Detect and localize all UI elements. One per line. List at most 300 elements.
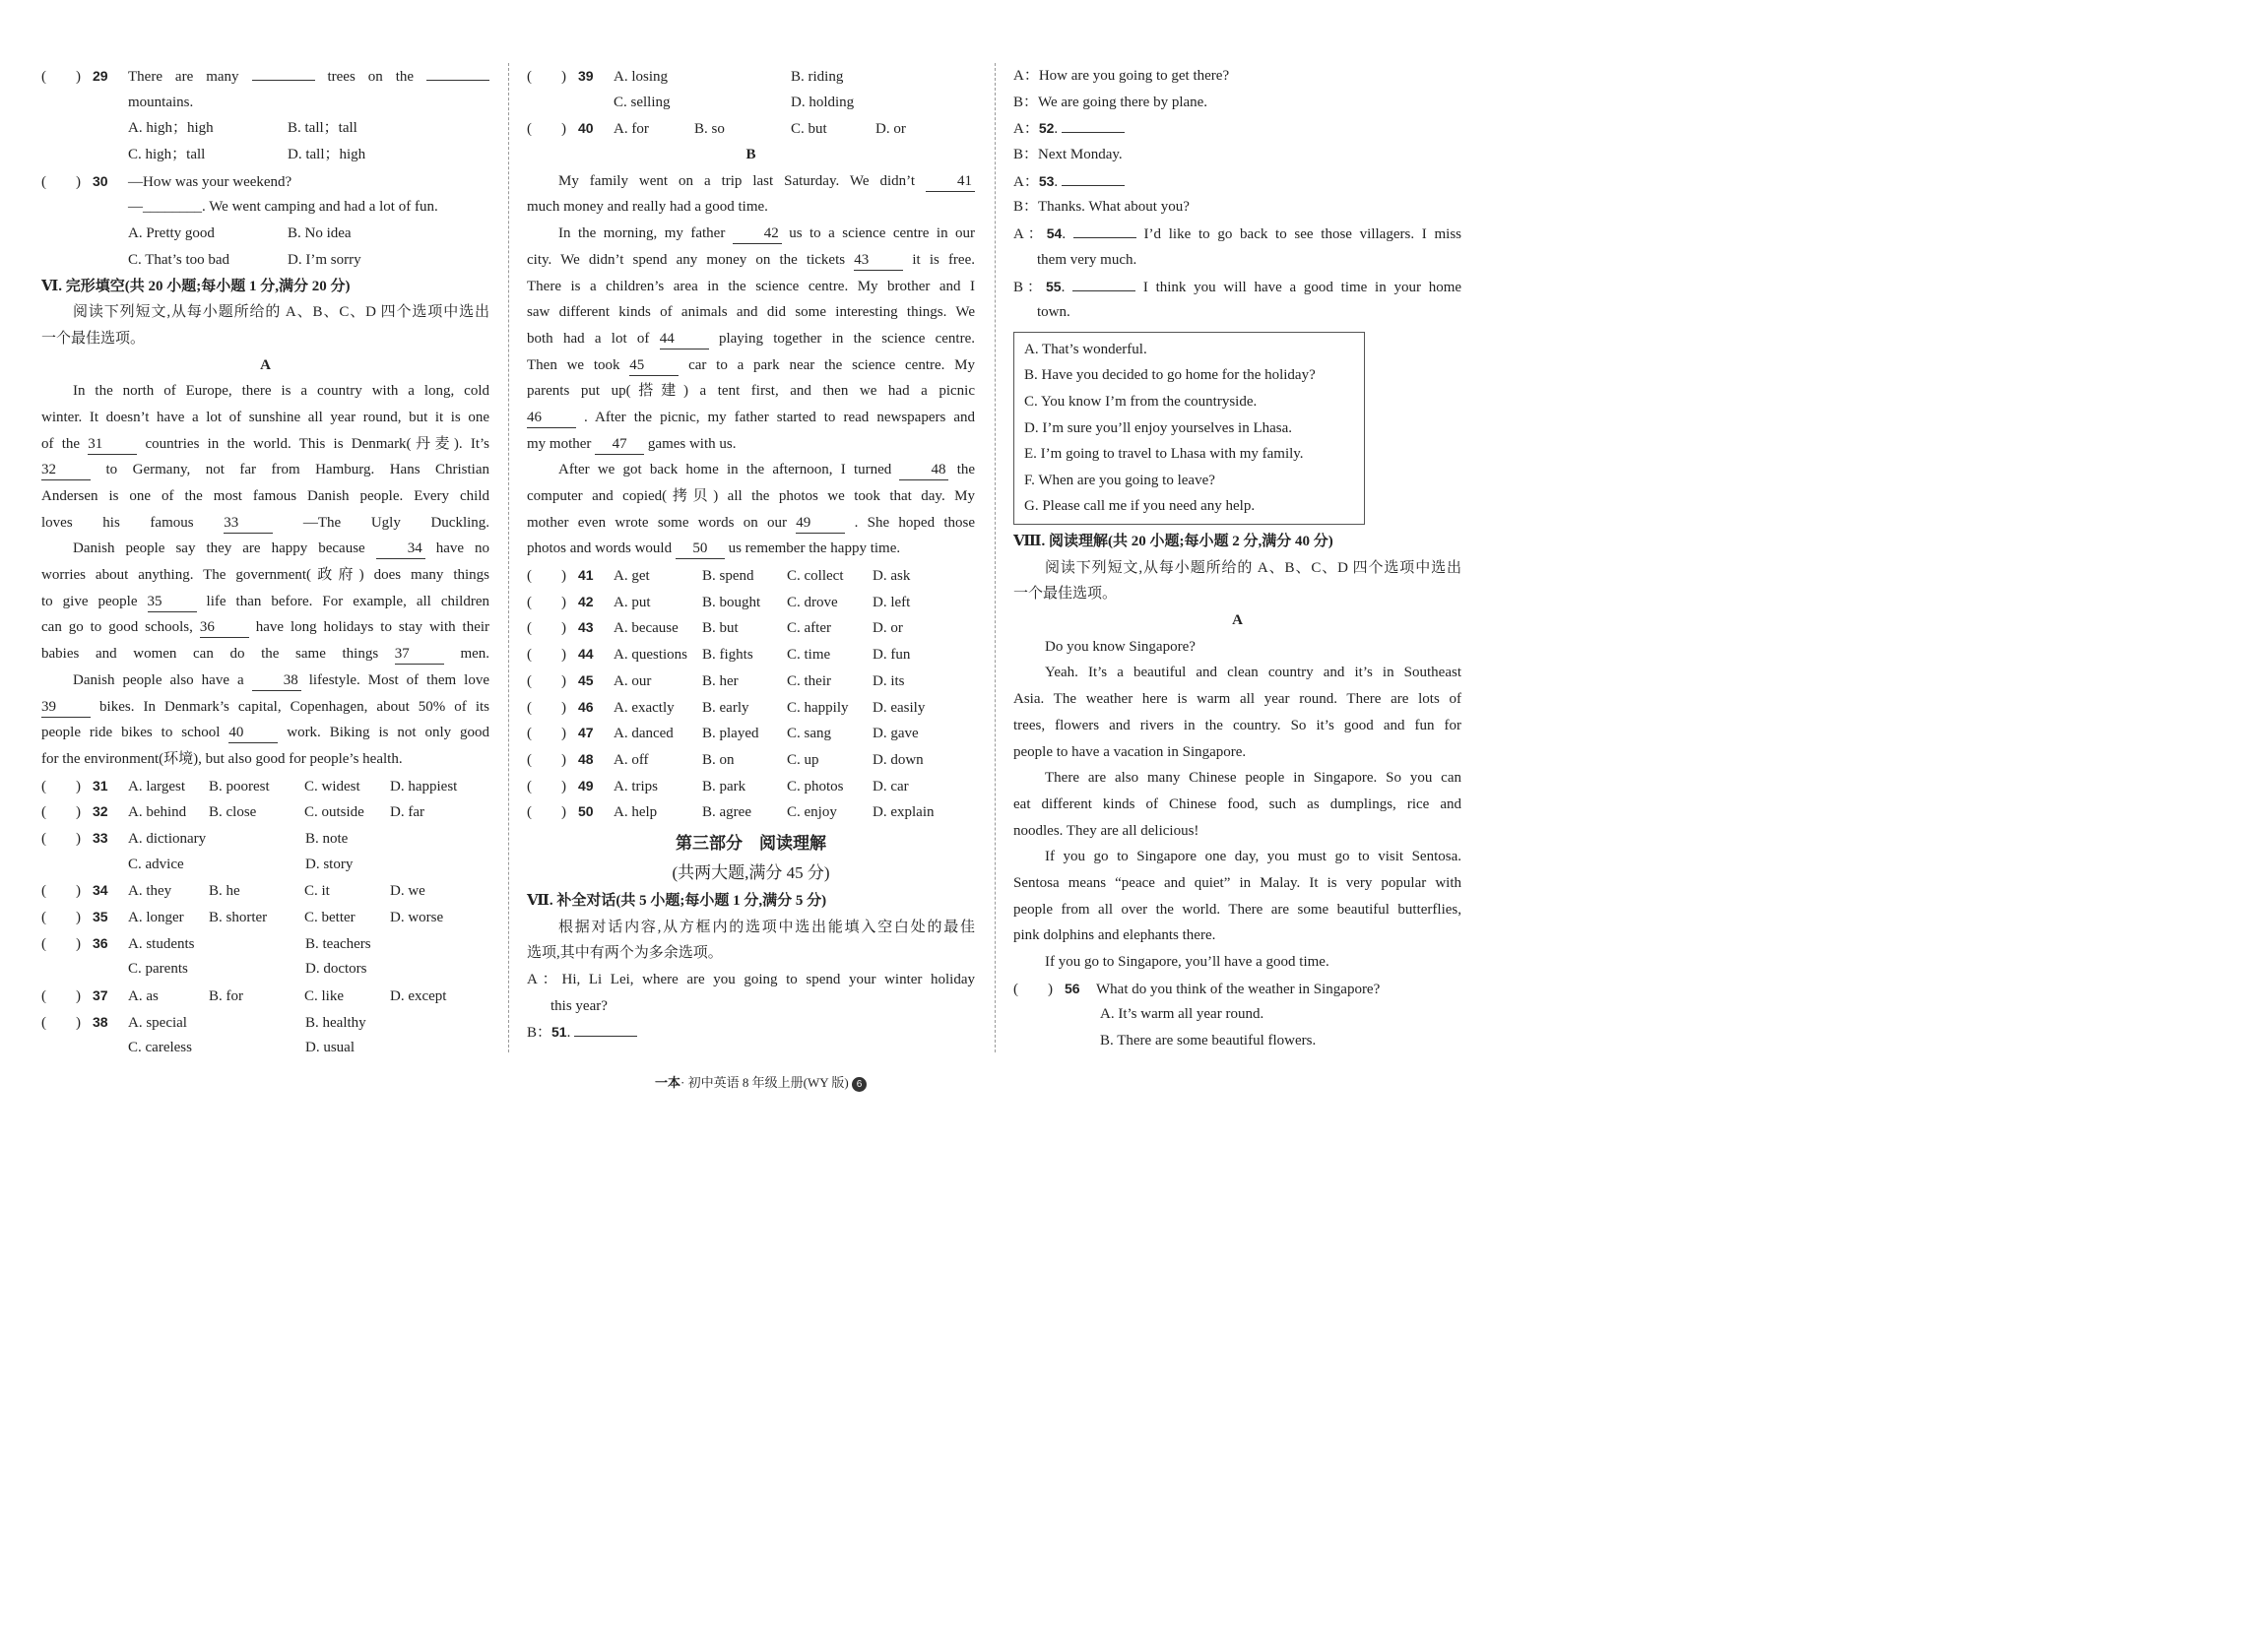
answer-bracket[interactable]: ( ) — [41, 883, 81, 900]
passage-text: mother even wrote some words on our — [527, 514, 787, 531]
option-b[interactable]: B. played — [702, 726, 759, 742]
q29-text-1: There are many — [128, 69, 239, 85]
option-d[interactable]: D. I’m sorry — [288, 251, 361, 268]
question-29 — [41, 63, 489, 90]
passage-text: playing together in the science centre. — [718, 330, 976, 347]
column-3 — [1013, 63, 1461, 1054]
question-number: 44 — [578, 646, 594, 663]
option-d[interactable]: D. easily — [873, 699, 926, 716]
passage-line — [527, 326, 975, 352]
cloze-blank[interactable]: 36 — [200, 617, 249, 638]
passage-text: My family went on a trip last Saturday. We didn’t — [558, 172, 916, 189]
question-number: 56 — [1065, 980, 1080, 996]
answer-bracket[interactable]: ( ) — [527, 121, 566, 138]
passage-line: noodles. They are all delicious! — [1013, 822, 1199, 839]
section-8-instruction-2: 一个最佳选项。 — [1013, 586, 1118, 603]
question-number: 51 — [551, 1024, 567, 1041]
question-number: 40 — [578, 120, 594, 137]
question-number: 34 — [93, 882, 108, 899]
question-32 — [41, 798, 489, 825]
passage-text: Then we took — [527, 356, 620, 373]
option-a[interactable]: A. behind — [128, 804, 187, 821]
question-number: 29 — [93, 68, 108, 84]
option-d[interactable]: D. left — [873, 594, 911, 610]
answer-bracket[interactable]: ( ) — [527, 568, 566, 585]
option-c[interactable]: C. outside — [304, 804, 364, 821]
section-6-heading: Ⅵ. 完形填空(共 20 小题;每小题 1 分,满分 20 分) — [41, 278, 351, 294]
option-b[interactable]: B. early — [702, 699, 749, 716]
passage-line — [527, 247, 975, 274]
passage-line: Andersen is one of the most famous Danish people. Every child — [41, 488, 489, 504]
question-56 — [1013, 976, 1461, 1002]
passage-text: —The Ugly Duckling. — [302, 514, 490, 531]
dialog-a-1: A：Hi, Li Lei, where are you going to spend your winter holiday — [527, 972, 975, 987]
cloze-blank[interactable]: 35 — [148, 592, 197, 612]
cloze-blank[interactable]: 31 — [88, 434, 137, 455]
option-b[interactable]: B. for — [209, 988, 243, 1005]
option-b[interactable]: B. There are some beautiful flowers. — [1100, 1033, 1317, 1049]
question-number: 53 — [1038, 172, 1055, 189]
option-c[interactable]: C. collect — [787, 568, 844, 585]
option-b[interactable]: B. tall；tall — [288, 120, 357, 137]
question-45 — [527, 667, 975, 694]
passage-line — [41, 614, 489, 641]
option-c[interactable]: C. like — [304, 988, 344, 1005]
option-b[interactable]: B. he — [209, 883, 240, 900]
option-c[interactable]: C. drove — [787, 594, 838, 610]
question-31 — [41, 773, 489, 799]
answer-bracket[interactable]: ( ) — [527, 647, 566, 664]
dialog-a-1-cont: this year? — [550, 997, 608, 1014]
passage-line: Yeah. It’s a beautiful and clean country and it’s in Southeast — [1045, 665, 1461, 681]
option-a[interactable]: A. danced — [614, 726, 674, 742]
option-a[interactable]: A. as — [128, 988, 159, 1005]
option-b[interactable]: B. riding — [791, 69, 844, 85]
passage-text: car to a park near the science centre. My — [688, 356, 976, 373]
answer-bracket[interactable]: ( ) — [41, 935, 81, 952]
question-46 — [527, 694, 975, 721]
cloze-blank[interactable]: 39 — [41, 697, 91, 718]
q29-continuation: mountains. — [128, 94, 194, 110]
answer-bracket[interactable]: ( ) — [1013, 981, 1053, 997]
option-d[interactable]: D. worse — [390, 910, 444, 925]
passage-line — [41, 589, 489, 615]
question-number: 33 — [93, 829, 108, 846]
option-b[interactable]: B. teachers — [305, 935, 371, 952]
box-option: C. You know I’m from the countryside. — [1024, 394, 1258, 411]
option-d[interactable]: D. tall；high — [288, 147, 366, 163]
option-a[interactable]: A. losing — [614, 69, 669, 85]
cloze-blank[interactable]: 44 — [660, 329, 709, 349]
answer-blank[interactable] — [574, 1036, 637, 1037]
passage-text: Danish people say they are happy because — [73, 540, 365, 557]
option-d[interactable]: D. holding — [791, 94, 855, 110]
part-3-subtitle: (共两大题,满分 45 分) — [672, 862, 830, 882]
option-b[interactable]: B. but — [702, 620, 739, 637]
option-d[interactable]: D. gave — [873, 726, 919, 742]
passage-line: There is a children’s area in the science centre. My brother and I — [527, 278, 975, 294]
reading-passage-a — [1013, 634, 1461, 976]
option-d[interactable]: D. doctors — [305, 961, 367, 978]
option-b[interactable]: B. No idea — [288, 225, 352, 242]
passage-line: for the environment(环境), but also good for people’s health. — [41, 750, 403, 767]
passage-line — [527, 510, 975, 537]
passage-text: to give people — [41, 593, 138, 609]
option-b[interactable]: B. poorest — [209, 778, 270, 794]
section-8-heading: Ⅷ. 阅读理解(共 20 小题;每小题 2 分,满分 40 分) — [1013, 534, 1333, 550]
dialog-line — [1013, 63, 1461, 90]
option-c[interactable]: C. sang — [787, 726, 831, 742]
option-a[interactable]: A. because — [614, 620, 679, 637]
passage-text: work. Biking is not only good — [287, 725, 490, 741]
question-43 — [527, 614, 975, 641]
passage-text: the — [956, 462, 976, 478]
cloze-blank[interactable]: 38 — [252, 670, 301, 691]
option-a[interactable]: A. dictionary — [128, 830, 207, 847]
answer-bracket[interactable]: ( ) — [527, 672, 566, 689]
option-d[interactable]: D. explain — [873, 804, 935, 821]
question-number: 49 — [578, 777, 594, 794]
option-a[interactable]: A. put — [614, 594, 651, 610]
option-d[interactable]: D. story — [305, 856, 354, 872]
question-42 — [527, 589, 975, 615]
cloze-blank[interactable]: 34 — [376, 539, 425, 559]
passage-text: can go to good schools, — [41, 619, 193, 636]
box-option: E. I’m going to travel to Lhasa with my family. — [1024, 446, 1304, 463]
section-6-instruction-2: 一个最佳选项。 — [41, 330, 146, 347]
question-number: 46 — [578, 698, 594, 715]
question-38-cont — [41, 1035, 489, 1061]
passage-line — [41, 536, 489, 562]
option-d[interactable]: D. or — [873, 620, 903, 637]
section-7-heading: Ⅶ. 补全对话(共 5 小题;每小题 1 分,满分 5 分) — [527, 892, 827, 909]
passage-line: Sentosa means “peace and quiet” in Malay. It is very popular with — [1013, 874, 1461, 891]
passage-text: In the morning, my father — [558, 225, 726, 242]
answer-bracket[interactable]: ( ) — [41, 778, 81, 794]
question-number: 38 — [93, 1013, 108, 1030]
option-b[interactable]: B. healthy — [305, 1014, 366, 1031]
option-b[interactable]: B. agree — [702, 804, 751, 821]
option-d[interactable]: D. except — [390, 988, 447, 1005]
dialog-line — [1013, 194, 1461, 221]
question-49 — [527, 773, 975, 799]
option-d[interactable]: D. we — [390, 883, 425, 900]
box-option: B. Have you decided to go home for the holiday? — [1024, 367, 1316, 384]
passage-line: pink dolphins and elephants there. — [1013, 927, 1216, 944]
passage-line: Do you know Singapore? — [1045, 638, 1196, 655]
option-b[interactable]: B. park — [702, 778, 746, 794]
passage-line — [41, 694, 489, 721]
option-b[interactable]: B. spend — [702, 568, 754, 585]
question-36 — [41, 930, 489, 957]
passage-line: eat different kinds of Chinese food, such as dumplings, rice and — [1013, 795, 1461, 812]
column-divider-1 — [508, 63, 509, 1052]
option-a[interactable]: A. special — [128, 1014, 187, 1031]
question-30 — [41, 168, 489, 195]
question-number: 39 — [578, 68, 594, 84]
cloze-blank[interactable]: 42 — [733, 223, 782, 244]
option-a[interactable]: A. students — [128, 935, 195, 952]
option-c[interactable]: C. widest — [304, 778, 360, 794]
passage-text: my mother — [527, 435, 592, 452]
question-number: 43 — [578, 619, 594, 636]
option-a[interactable]: A. get — [614, 568, 650, 585]
answer-bracket[interactable]: ( ) — [527, 594, 566, 610]
passage-line — [41, 457, 489, 483]
box-option: D. I’m sure you’ll enjoy yourselves in Lhasa. — [1024, 419, 1293, 436]
question-number: 52 — [1038, 120, 1055, 137]
option-a[interactable]: A. help — [614, 804, 658, 821]
option-a[interactable]: A. It’s warm all year round. — [1100, 1006, 1264, 1023]
passage-text: After we got back home in the afternoon, I turned — [558, 462, 892, 478]
answer-bracket[interactable]: ( ) — [41, 910, 81, 925]
dialog-b-55-cont: town. — [1037, 304, 1070, 321]
question-33-cont — [41, 852, 489, 878]
option-c[interactable]: C. time — [787, 647, 831, 664]
passage-text: to Germany, not far from Hamburg. Hans Christian — [105, 462, 490, 478]
option-c[interactable]: C. better — [304, 910, 356, 925]
option-b[interactable]: B. shorter — [209, 910, 268, 925]
passage-a — [41, 378, 489, 772]
passage-text: Danish people also have a — [73, 671, 244, 688]
options-box — [1013, 332, 1365, 525]
passage-text: both had a lot of — [527, 330, 650, 347]
brand-logo: 一本 — [655, 1075, 681, 1090]
question-40 — [527, 115, 975, 142]
question-number: 54 — [1046, 225, 1063, 242]
question-34 — [41, 877, 489, 904]
question-44 — [527, 641, 975, 667]
answer-blank[interactable] — [1073, 237, 1136, 238]
passage-text: city. We didn’t spend any money on the tickets — [527, 251, 846, 268]
question-number: 37 — [93, 987, 108, 1004]
option-c[interactable]: C. their — [787, 672, 831, 689]
cloze-blank[interactable]: 41 — [926, 171, 975, 192]
dialog-b-51: B：51. — [527, 1019, 975, 1046]
answer-bracket[interactable]: ( ) — [527, 620, 566, 637]
passage-text: it is free. — [912, 251, 975, 268]
cloze-blank[interactable]: 40 — [228, 723, 278, 743]
answer-blank[interactable] — [1072, 290, 1135, 291]
option-c[interactable]: C. photos — [787, 778, 844, 794]
question-35 — [41, 904, 489, 930]
question-50 — [527, 798, 975, 825]
passage-b-title: B — [745, 147, 756, 163]
blank — [252, 80, 315, 81]
option-d[interactable]: D. or — [875, 121, 906, 138]
passage-text: of the — [41, 435, 81, 452]
option-b[interactable]: B. her — [702, 672, 739, 689]
option-b[interactable]: B. so — [694, 121, 725, 138]
q56-text: What do you think of the weather in Singapore? — [1096, 981, 1381, 997]
question-number: 30 — [93, 172, 108, 189]
option-c[interactable]: C. parents — [128, 961, 188, 978]
option-b[interactable]: B. note — [305, 830, 349, 847]
passage-text: have no — [435, 540, 489, 557]
question-37 — [41, 983, 489, 1009]
dialog-line: A：52. — [1013, 115, 1461, 142]
question-number: 35 — [93, 909, 108, 924]
passage-line: trees, flowers and rivers in the country. So it’s good and fun for — [1013, 717, 1461, 733]
dialog-b-55: B：55. I think you will have a good time in your home — [1013, 278, 1462, 295]
option-b[interactable]: B. bought — [702, 594, 761, 610]
option-c[interactable]: C. after — [787, 620, 831, 637]
passage-text: . She hoped those — [854, 514, 976, 531]
option-b[interactable]: B. fights — [702, 647, 753, 664]
passage-line: winter. It doesn’t have a lot of sunshine all year round, but it is one — [41, 409, 489, 425]
answer-blank[interactable] — [1062, 132, 1125, 133]
option-b[interactable]: B. on — [702, 751, 735, 768]
answer-bracket[interactable]: ( ) — [41, 1014, 81, 1031]
option-b[interactable]: B. close — [209, 804, 257, 821]
question-number: 55 — [1046, 278, 1062, 294]
answer-bracket[interactable]: ( ) — [527, 726, 566, 742]
passage-text: us to a science centre in our — [789, 225, 976, 242]
option-c[interactable]: C. but — [791, 121, 827, 138]
option-c[interactable]: C. advice — [128, 856, 184, 872]
answer-blank[interactable] — [1062, 185, 1125, 186]
page-number: 6 — [852, 1077, 867, 1092]
passage-a-title: A — [260, 356, 271, 373]
passage-b — [527, 168, 975, 562]
answer-bracket[interactable]: ( ) — [41, 830, 81, 847]
option-a[interactable]: A. high；high — [128, 120, 214, 137]
option-a[interactable]: A. questions — [614, 647, 687, 664]
question-number: 47 — [578, 725, 594, 741]
option-a[interactable]: A. Pretty good — [128, 225, 215, 242]
option-a[interactable]: A. they — [128, 883, 172, 900]
cloze-blank[interactable]: 47 — [595, 434, 644, 455]
answer-bracket[interactable]: ( ) — [41, 988, 81, 1005]
answer-bracket[interactable]: ( ) — [41, 804, 81, 821]
passage-line — [527, 168, 975, 195]
dialog-line — [1013, 90, 1461, 116]
passage-line — [41, 720, 489, 746]
column-1 — [41, 63, 489, 1061]
passage-text: countries in the world. This is Denmark(丹麦). It’s — [145, 435, 490, 452]
passage-line: people to have a vacation in Singapore. — [1013, 743, 1247, 760]
cloze-blank[interactable]: 46 — [527, 408, 576, 428]
passage-line: There are also many Chinese people in Singapore. So you can — [1045, 770, 1461, 787]
answer-bracket[interactable]: ( ) — [527, 778, 566, 794]
answer-bracket[interactable]: ( ) — [527, 699, 566, 716]
answer-bracket[interactable]: ( ) — [41, 69, 81, 85]
cloze-blank[interactable]: 45 — [629, 355, 679, 376]
cloze-blank[interactable]: 50 — [676, 539, 725, 559]
option-d[interactable]: D. car — [873, 778, 909, 794]
section-7-instruction-1: 根据对话内容,从方框内的选项中选出能填入空白处的最佳 — [558, 919, 975, 935]
option-c[interactable]: C. up — [787, 751, 819, 768]
passage-text: photos and words would — [527, 540, 673, 557]
option-d[interactable]: D. ask — [873, 568, 911, 585]
dialog — [1013, 63, 1461, 221]
answer-bracket[interactable]: ( ) — [41, 173, 81, 190]
box-option: F. When are you going to leave? — [1024, 472, 1215, 488]
cloze-blank[interactable]: 49 — [796, 513, 845, 534]
passage-text: . After the picnic, my father started to read newspapers and — [584, 409, 976, 425]
option-c[interactable]: C. enjoy — [787, 804, 837, 821]
option-a[interactable]: A. longer — [128, 910, 184, 925]
dialog-text: A： — [1013, 173, 1039, 190]
option-c[interactable]: C. selling — [614, 94, 671, 110]
passage-line — [527, 536, 975, 562]
footer-text: · 初中英语 8 年级上册(WY 版) — [680, 1075, 849, 1090]
question-number: 31 — [93, 777, 108, 794]
blank — [426, 80, 489, 81]
passage-line: people from all over the world. There are some beautiful butterflies, — [1013, 901, 1461, 918]
option-a[interactable]: A. largest — [128, 778, 186, 794]
question-number: 32 — [93, 803, 108, 820]
cloze-blank[interactable]: 48 — [899, 460, 948, 480]
question-47 — [527, 720, 975, 746]
cloze-blank[interactable]: 32 — [41, 460, 91, 480]
passage-a-title: A — [1232, 612, 1243, 629]
option-c[interactable]: C. it — [304, 883, 330, 900]
cloze-blank[interactable]: 33 — [224, 513, 273, 534]
cloze-options-31-38 — [41, 773, 489, 1062]
option-d[interactable]: D. fun — [873, 647, 911, 664]
question-number: 50 — [578, 803, 594, 820]
option-c[interactable]: C. happily — [787, 699, 849, 716]
section-6-instruction-1: 阅读下列短文,从每小题所给的 A、B、C、D 四个选项中选出 — [73, 304, 489, 321]
passage-line — [527, 352, 975, 379]
passage-line — [41, 641, 489, 667]
passage-line: In the north of Europe, there is a country with a long, cold — [73, 383, 489, 400]
passage-line — [527, 405, 975, 431]
dialog-text: B：Thanks. What about you? — [1013, 199, 1190, 216]
option-a[interactable]: A. trips — [614, 778, 658, 794]
passage-text: lifestyle. Most of them love — [308, 671, 489, 688]
answer-bracket[interactable]: ( ) — [527, 751, 566, 768]
cloze-blank[interactable]: 37 — [395, 644, 444, 665]
cloze-options-41-50 — [527, 562, 975, 825]
section-8-instruction-1: 阅读下列短文,从每小题所给的 A、B、C、D 四个选项中选出 — [1045, 559, 1461, 576]
option-c[interactable]: C. careless — [128, 1040, 192, 1056]
passage-line: Asia. The weather here is warm all year round. There are lots of — [1013, 691, 1461, 708]
dialog-text: A： — [1013, 121, 1039, 138]
option-d[interactable]: D. far — [390, 804, 424, 821]
part-3-title: 第三部分 阅读理解 — [676, 833, 826, 853]
question-number: 42 — [578, 593, 594, 609]
passage-text: have long holidays to stay with their — [255, 619, 490, 636]
option-d[interactable]: D. usual — [305, 1040, 355, 1056]
option-a[interactable]: A. for — [614, 121, 649, 138]
dialog-line — [1013, 142, 1461, 168]
answer-bracket[interactable]: ( ) — [527, 69, 566, 85]
page-footer — [0, 1072, 1521, 1092]
passage-line — [527, 457, 975, 483]
cloze-blank[interactable]: 43 — [854, 250, 903, 271]
dialog-line: A：53. — [1013, 168, 1461, 195]
dialog-text: B：Next Monday. — [1013, 147, 1123, 163]
box-option: G. Please call me if you need any help. — [1024, 498, 1256, 515]
question-39 — [527, 63, 975, 90]
passage-line: If you go to Singapore, you’ll have a good time. — [1045, 954, 1329, 971]
option-d[interactable]: D. down — [873, 751, 924, 768]
option-a[interactable]: A. our — [614, 672, 652, 689]
option-c[interactable]: C. high；tall — [128, 147, 206, 163]
option-a[interactable]: A. off — [614, 751, 649, 768]
passage-text: babies and women can do the same things — [41, 646, 379, 663]
option-a[interactable]: A. exactly — [614, 699, 675, 716]
question-33 — [41, 825, 489, 852]
answer-bracket[interactable]: ( ) — [527, 804, 566, 821]
option-c[interactable]: C. That’s too bad — [128, 251, 230, 268]
option-d[interactable]: D. its — [873, 672, 905, 689]
box-option: A. That’s wonderful. — [1024, 341, 1147, 357]
passage-line: If you go to Singapore one day, you must go to visit Sentosa. — [1045, 849, 1461, 865]
option-d[interactable]: D. happiest — [390, 778, 458, 794]
